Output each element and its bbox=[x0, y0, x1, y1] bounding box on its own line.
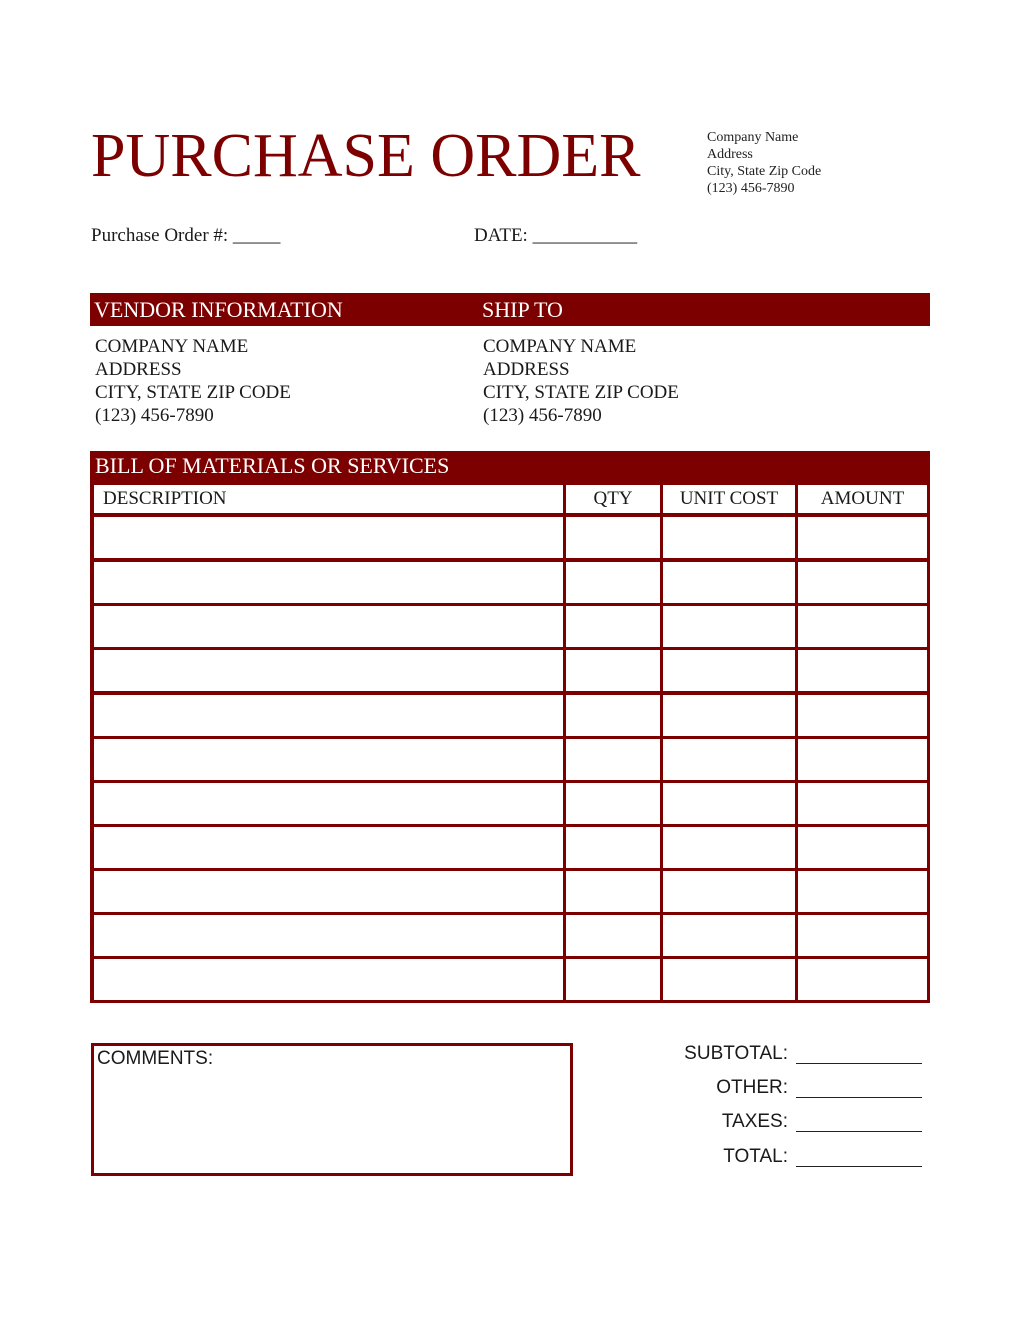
company-address: Address bbox=[707, 147, 753, 162]
vendor-information-heading: VENDOR INFORMATION bbox=[94, 297, 343, 322]
vendor-city-state-zip: CITY, STATE ZIP CODE bbox=[95, 382, 291, 403]
table-cell-description[interactable] bbox=[94, 562, 563, 603]
ship-phone: (123) 456-7890 bbox=[483, 405, 602, 426]
ship-address: ADDRESS bbox=[483, 359, 570, 380]
page-title: PURCHASE ORDER bbox=[91, 122, 641, 190]
table-cell-description[interactable] bbox=[94, 827, 563, 868]
table-cell-qty[interactable] bbox=[566, 650, 660, 691]
table-cell-qty[interactable] bbox=[566, 695, 660, 736]
table-cell-unit-cost[interactable] bbox=[663, 783, 795, 824]
info-header-band bbox=[90, 293, 930, 326]
table-cell-qty[interactable] bbox=[566, 562, 660, 603]
table-cell-description[interactable] bbox=[94, 695, 563, 736]
comments-box[interactable] bbox=[91, 1043, 573, 1176]
company-name: Company Name bbox=[707, 130, 799, 145]
table-cell-description[interactable] bbox=[94, 915, 563, 956]
total-row-total bbox=[640, 1146, 922, 1170]
ship-city-state-zip: CITY, STATE ZIP CODE bbox=[483, 382, 679, 403]
table-cell-amount[interactable] bbox=[798, 517, 927, 558]
table-cell-unit-cost[interactable] bbox=[663, 606, 795, 647]
total-row-taxes bbox=[640, 1111, 922, 1135]
table-cell-unit-cost[interactable] bbox=[663, 871, 795, 912]
table-cell-qty[interactable] bbox=[566, 606, 660, 647]
table-cell-amount[interactable] bbox=[798, 739, 927, 780]
table-cell-unit-cost[interactable] bbox=[663, 517, 795, 558]
po-number-field[interactable]: Purchase Order #: _____ bbox=[91, 225, 281, 246]
total-row-subtotal bbox=[640, 1043, 922, 1067]
table-cell-unit-cost[interactable] bbox=[663, 739, 795, 780]
ship-to-address-block bbox=[483, 335, 679, 427]
table-cell-amount[interactable] bbox=[798, 606, 927, 647]
table-cell-qty[interactable] bbox=[566, 517, 660, 558]
table-cell-amount[interactable] bbox=[798, 562, 927, 603]
total-value-field[interactable] bbox=[796, 1063, 922, 1064]
table-cell-description[interactable] bbox=[94, 783, 563, 824]
table-cell-qty[interactable] bbox=[566, 871, 660, 912]
table-cell-amount[interactable] bbox=[798, 959, 927, 1000]
table-cell-qty[interactable] bbox=[566, 915, 660, 956]
column-header-unit-cost: UNIT COST bbox=[663, 485, 795, 513]
table-cell-description[interactable] bbox=[94, 739, 563, 780]
table-cell-unit-cost[interactable] bbox=[663, 695, 795, 736]
column-header-qty: QTY bbox=[566, 485, 660, 513]
bill-of-materials-table bbox=[90, 451, 930, 1003]
total-label: SUBTOTAL: bbox=[684, 1043, 788, 1064]
table-cell-unit-cost[interactable] bbox=[663, 650, 795, 691]
table-cell-qty[interactable] bbox=[566, 783, 660, 824]
table-cell-description[interactable] bbox=[94, 606, 563, 647]
table-cell-description[interactable] bbox=[94, 650, 563, 691]
table-cell-amount[interactable] bbox=[798, 915, 927, 956]
column-header-description: DESCRIPTION bbox=[94, 485, 563, 513]
total-value-field[interactable] bbox=[796, 1131, 922, 1132]
vendor-company-name: COMPANY NAME bbox=[95, 336, 249, 357]
table-cell-unit-cost[interactable] bbox=[663, 562, 795, 603]
ship-to-heading: SHIP TO bbox=[482, 297, 563, 322]
ship-company-name: COMPANY NAME bbox=[483, 336, 637, 357]
table-cell-unit-cost[interactable] bbox=[663, 959, 795, 1000]
total-label: OTHER: bbox=[716, 1077, 788, 1098]
table-cell-description[interactable] bbox=[94, 871, 563, 912]
table-cell-qty[interactable] bbox=[566, 827, 660, 868]
company-city-state-zip: City, State Zip Code bbox=[707, 164, 822, 179]
total-value-field[interactable] bbox=[796, 1166, 922, 1167]
table-cell-qty[interactable] bbox=[566, 739, 660, 780]
vendor-phone: (123) 456-7890 bbox=[95, 405, 214, 426]
table-cell-amount[interactable] bbox=[798, 827, 927, 868]
total-value-field[interactable] bbox=[796, 1097, 922, 1098]
total-row-other bbox=[640, 1077, 922, 1101]
bill-of-materials-heading: BILL OF MATERIALS OR SERVICES bbox=[95, 453, 450, 478]
company-info bbox=[707, 129, 821, 197]
total-label: TAXES: bbox=[721, 1111, 788, 1132]
comments-label: COMMENTS: bbox=[97, 1048, 214, 1069]
table-cell-amount[interactable] bbox=[798, 871, 927, 912]
table-cell-amount[interactable] bbox=[798, 695, 927, 736]
company-phone: (123) 456-7890 bbox=[707, 181, 795, 196]
table-cell-unit-cost[interactable] bbox=[663, 915, 795, 956]
vendor-address: ADDRESS bbox=[95, 359, 182, 380]
table-cell-description[interactable] bbox=[94, 959, 563, 1000]
table-cell-description[interactable] bbox=[94, 517, 563, 558]
table-cell-amount[interactable] bbox=[798, 783, 927, 824]
total-label: TOTAL: bbox=[723, 1146, 788, 1167]
table-cell-amount[interactable] bbox=[798, 650, 927, 691]
table-cell-qty[interactable] bbox=[566, 959, 660, 1000]
date-field[interactable]: DATE: ___________ bbox=[474, 225, 638, 246]
vendor-address-block bbox=[95, 335, 291, 427]
table-cell-unit-cost[interactable] bbox=[663, 827, 795, 868]
column-header-amount: AMOUNT bbox=[798, 485, 927, 513]
